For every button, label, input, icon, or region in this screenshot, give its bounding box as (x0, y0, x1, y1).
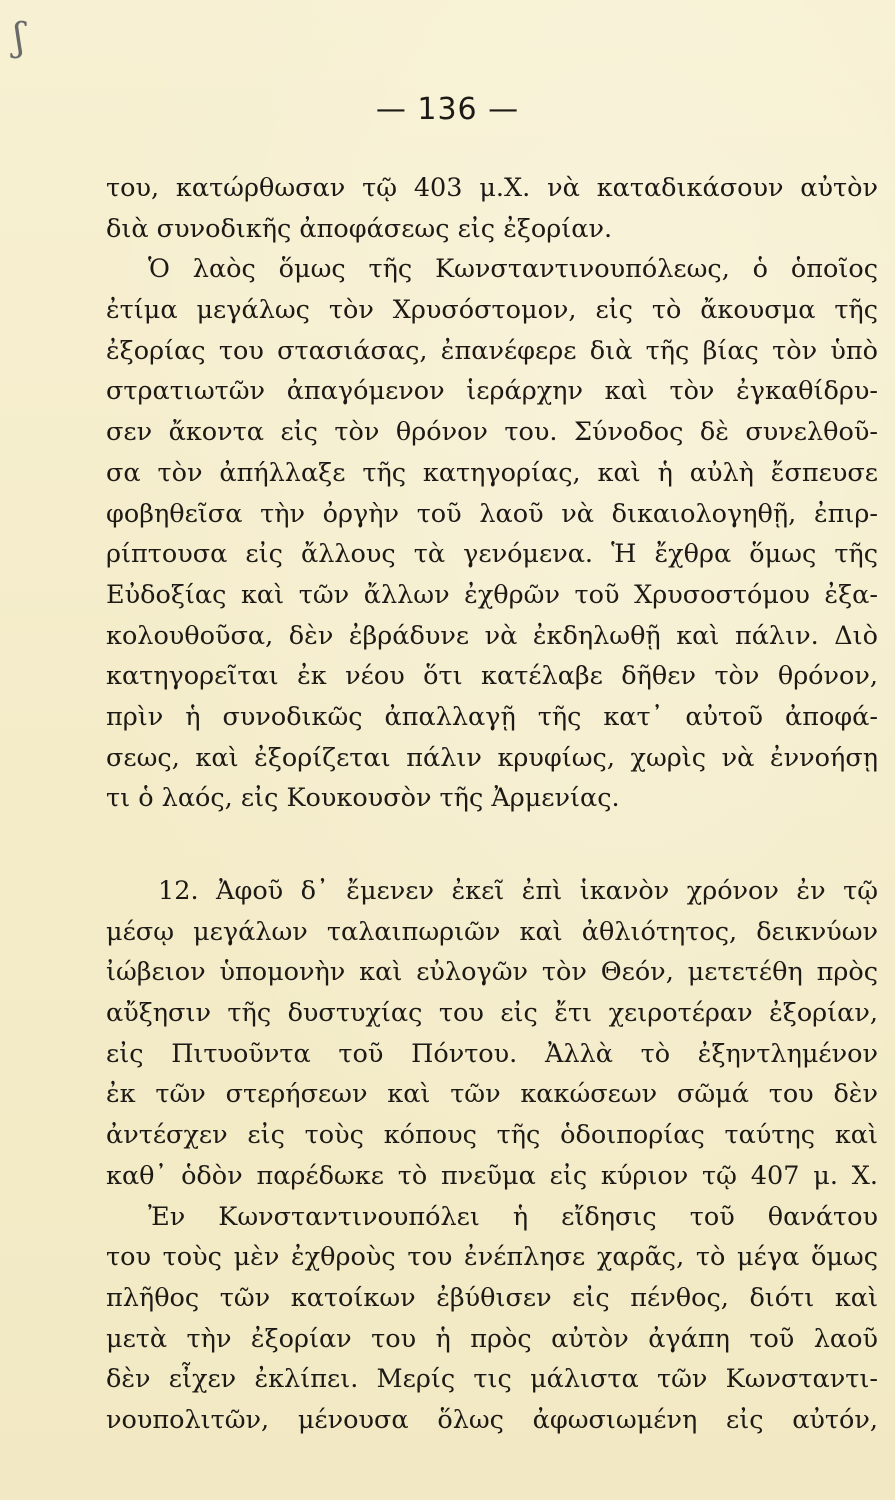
text-line: μέσῳ μεγάλων ταλαιπωριῶν καὶ ἀθλιότητος, δεικνύων (106, 916, 878, 947)
text-line: νουπολιτῶν, μένουσα ὅλως ἀφωσιωμένη εἰς αὐτόν, (106, 1404, 878, 1435)
paragraph (106, 1197, 878, 1441)
text-line: Ἐν Κωνσταντινουπόλει ἡ εἴδησις τοῦ θανάτου (148, 1201, 878, 1232)
text-line: κολουθοῦσα, δὲν ἐβράδυνε νὰ ἐκδηλωθῇ καὶ πάλιν. Διὸ (106, 620, 878, 651)
text-line: στρατιωτῶν ἀπαγόμενον ἱεράρχην καὶ τὸν ἐγκαθίδρυ- (106, 376, 878, 407)
text-line: ἐκ τῶν στερήσεων καὶ τῶν κακώσεων σῶμά του δὲν (106, 1079, 878, 1110)
page-number: — 136 — (375, 92, 520, 127)
text-line: του, κατώρθωσαν τῷ 403 μ.Χ. νὰ καταδικάσουν αὐτὸν (106, 173, 878, 203)
body-text (106, 168, 878, 1441)
text-line: εἰς Πιτυοῦντα τοῦ Πόντου. Ἀλλὰ τὸ ἐξηντλημένον (106, 1038, 878, 1069)
text-line: διὰ συνοδικῆς ἀποφάσεως εἰς ἐξορίαν. (106, 213, 613, 244)
text-line: σα τὸν ἀπήλλαξε τῆς κατηγορίας, καὶ ἡ αὐλὴ ἔσπευσε (106, 457, 878, 488)
text-line: ἀντέσχεν εἰς τοὺς κόπους τῆς ὁδοιπορίας ταύτης καὶ (106, 1120, 878, 1151)
text-line: πρὶν ἡ συνοδικῶς ἀπαλλαγῇ τῆς κατ᾽ αὐτοῦ ἀποφά- (106, 701, 878, 732)
text-line: Ὁ λαὸς ὅμως τῆς Κωνσταντινουπόλεως, ὁ ὁποῖος (148, 254, 878, 285)
paragraph (106, 249, 878, 819)
text-line: φοβηθεῖσα τὴν ὀργὴν τοῦ λαοῦ νὰ δικαιολογηθῇ, ἐπιρ- (106, 498, 878, 529)
text-line: ἰώβειον ὑπομονὴν καὶ εὐλογῶν τὸν Θεόν, μετετέθη πρὸς (106, 957, 878, 988)
paragraph (106, 168, 878, 249)
paragraph (106, 871, 878, 1197)
text-line: κατηγορεῖται ἐκ νέου ὅτι κατέλαβε δῆθεν τὸν θρόνον, (106, 661, 878, 692)
text-line: Εὐδοξίας καὶ τῶν ἄλλων ἐχθρῶν τοῦ Χρυσοστόμου ἐξα- (106, 579, 878, 610)
text-line: ρίπτουσα εἰς ἄλλους τὰ γενόμενα. Ἡ ἔχθρα ὅμως τῆς (106, 539, 878, 570)
text-line: του τοὺς μὲν ἐχθροὺς του ἐνέπλησε χαρᾶς, τὸ μέγα ὅμως (106, 1242, 878, 1273)
text-line: σεν ἄκοντα εἰς τὸν θρόνον του. Σύνοδος δὲ συνελθοῦ- (106, 417, 878, 448)
text-line: μετὰ τὴν ἐξορίαν του ἡ πρὸς αὐτὸν ἀγάπη τοῦ λαοῦ (106, 1323, 878, 1354)
text-line: δὲν εἶχεν ἐκλίπει. Μερίς τις μάλιστα τῶν Κωνσταντι- (106, 1364, 878, 1395)
text-line: σεως, καὶ ἐξορίζεται πάλιν κρυφίως, χωρὶς νὰ ἐννοήσῃ (106, 742, 878, 773)
text-line: τι ὁ λαός, εἰς Κουκουσὸν τῆς Ἀρμενίας. (106, 783, 620, 814)
paragraph-gap (106, 819, 878, 871)
text-line: πλῆθος τῶν κατοίκων ἐβύθισεν εἰς πένθος, διότι καὶ (106, 1282, 878, 1313)
text-line: ἐξορίας του στασιάσας, ἐπανέφερε διὰ τῆς βίας τὸν ὑπὸ (106, 335, 878, 366)
text-line: ἐτίμα μεγάλως τὸν Χρυσόστομον, εἰς τὸ ἄκουσμα τῆς (106, 295, 878, 326)
text-line: καθ᾽ ὁδὸν παρέδωκε τὸ πνεῦμα εἰς κύριον τῷ 407 μ. Χ. (106, 1160, 878, 1191)
margin-pencil-mark: ʃ (14, 15, 25, 59)
text-line: 12. Ἀφοῦ δ᾽ ἔμενεν ἐκεῖ ἐπὶ ἱκανὸν χρόνον ἐν τῷ (158, 876, 878, 906)
text-line: αὔξησιν τῆς δυστυχίας του εἰς ἔτι χειροτέραν ἐξορίαν, (106, 998, 878, 1029)
